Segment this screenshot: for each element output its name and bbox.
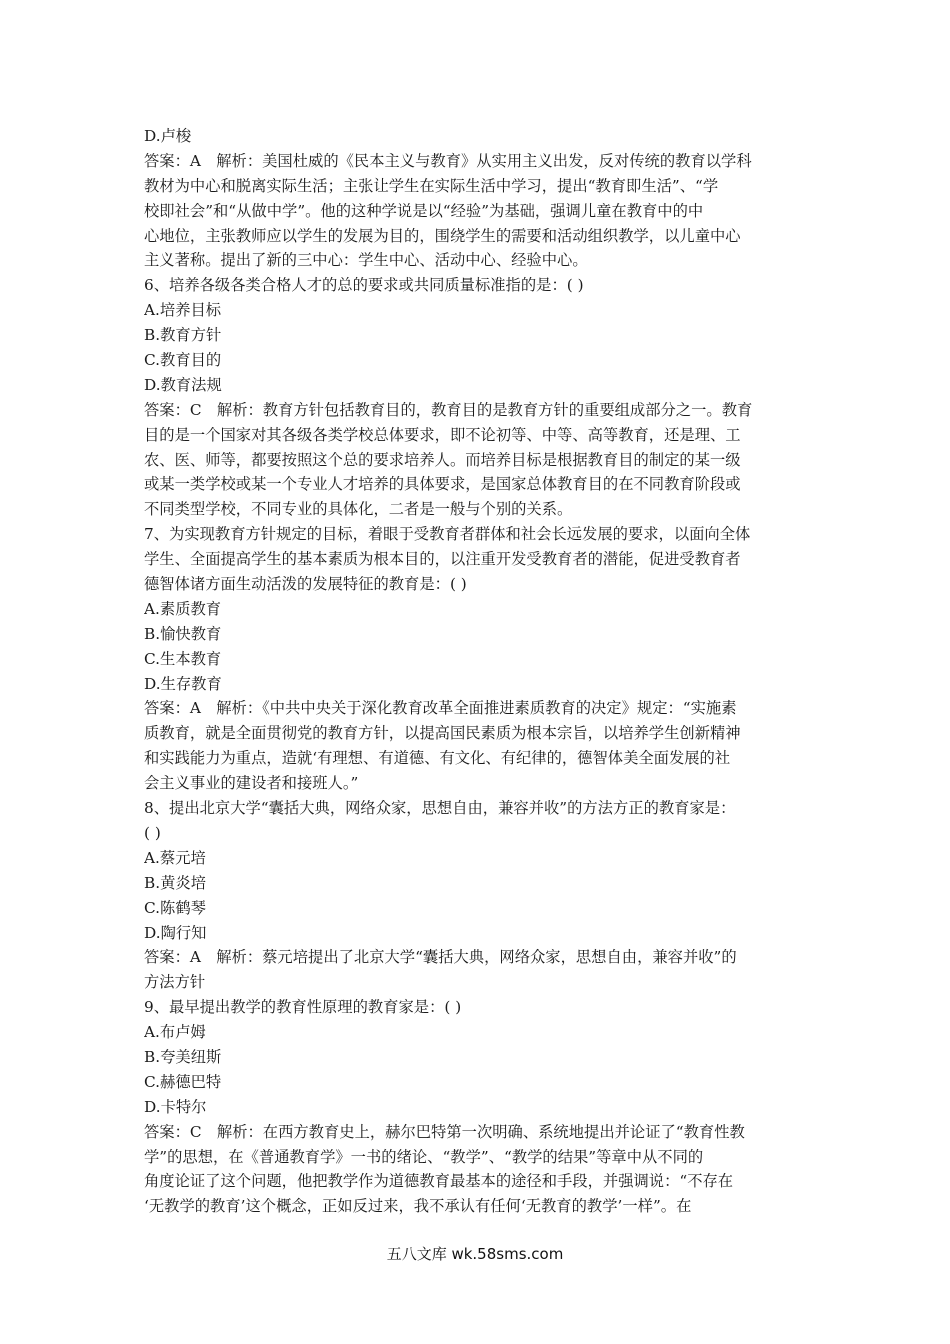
text-line: 教材为中心和脱离实际生活；主张让学生在实际生活中学习，提出“教育即生活”、“学 [144, 176, 719, 195]
text-line: 学”的思想，在《普通教育学》一书的绪论、“教学”、“教学的结果”等章中从不同的 [144, 1147, 704, 1166]
text-line: 答案：A 解析：美国杜威的《民本主义与教育》从实用主义出发，反对传统的教育以学科 [144, 151, 752, 170]
text-line: D.卢梭 [144, 127, 192, 145]
answer-line: 答案：A 解析：蔡元培提出了北京大学“囊括大典，网络众家，思想自由，兼容并收”的 [144, 948, 737, 967]
answer-line: 答案：C 解析：在西方教育史上，赫尔巴特第一次明确、系统地提出并论证了“教育性教 [144, 1122, 745, 1141]
text-line: 目的是一个国家对其各级各类学校总体要求，即不论初等、中等、高等教育，还是理、工 [144, 425, 741, 444]
option-line: D.教育法规 [144, 375, 222, 394]
option-line: A.布卢姆 [144, 1023, 206, 1042]
option-line: B.夸美纽斯 [144, 1047, 222, 1066]
text-line: 校即社会”和“从做中学”。他的这种学说是以“经验”为基础，强调儿童在教育中的中 [144, 201, 704, 220]
question-line: 7、为实现教育方针规定的目标，着眼于受教育者群体和社会长远发展的要求，以面向全体 [144, 525, 751, 544]
text-line: 会主义事业的建设者和接班人。” [144, 774, 359, 793]
option-line: D.生存教育 [144, 674, 222, 693]
question-line: 8、提出北京大学“囊括大典，网络众家，思想自由，兼容并收”的方法方正的教育家是： [144, 799, 736, 818]
answer-line: 答案：C 解析：教育方针包括教育目的，教育目的是教育方针的重要组成部分之一。教育 [144, 400, 753, 419]
text-line: 或某一类学校或某一个专业人才培养的具体要求，是国家总体教育目的在不同教育阶段或 [144, 475, 741, 494]
text-line: 心地位，主张教师应以学生的发展为目的，围绕学生的需要和活动组织教学，以儿童中心 [144, 226, 741, 245]
option-line: C.教育目的 [144, 351, 222, 370]
text-line: 和实践能力为重点，造就‘有理想、有道德、有文化、有纪律的，德智体美全面发展的社 [144, 749, 731, 768]
text-line: 主义著称。提出了新的三中心：学生中心、活动中心、经验中心。 [144, 251, 588, 270]
text-line: 德智体诸方面生动活泼的发展特征的教育是：( ) [144, 575, 467, 594]
option-line: D.陶行知 [144, 923, 207, 942]
option-line: A.蔡元培 [144, 848, 206, 867]
option-line: C.陈鹤琴 [144, 898, 206, 917]
page-footer: 五八文库 wk.58sms.com [386, 1245, 564, 1263]
option-line: D.卡特尔 [144, 1097, 207, 1116]
text-line: 不同类型学校，不同专业的具体化，二者是一般与个别的关系。 [144, 500, 573, 519]
option-line: B.教育方针 [144, 326, 222, 345]
text-line: 农、医、师等，都要按照这个总的要求培养人。而培养目标是根据教育目的制定的某一级 [144, 450, 741, 469]
answer-line: 答案：A 解析：《中共中央关于深化教育改革全面推进素质教育的决定》规定：“实施素 [144, 699, 737, 718]
option-line: A.素质教育 [144, 599, 222, 618]
option-line: C.生本教育 [144, 649, 222, 668]
option-line: B.愉快教育 [144, 624, 222, 643]
text-line: 角度论证了这个问题，他把教学作为道德教育最基本的途径和手段，并强调说：“不存在 [144, 1172, 734, 1191]
text-line: ‘无教学的教育’这个概念，正如反过来，我不承认有任何‘无教育的教学’一样”。在 [144, 1197, 692, 1216]
option-line: B.黄炎培 [144, 873, 206, 892]
text-line: ( ) [144, 823, 161, 842]
text-line: 方法方针 [144, 973, 206, 992]
option-line: C.赫德巴特 [144, 1072, 222, 1091]
text-line: 学生、全面提高学生的基本素质为根本目的，以注重开发受教育者的潜能，促进受教育者 [144, 550, 741, 569]
document-body [144, 124, 808, 1219]
question-line: 6、培养各级各类合格人才的总的要求或共同质量标准指的是：( ) [144, 276, 584, 295]
text-line: 质教育，就是全面贯彻党的教育方针，以提高国民素质为根本宗旨，以培养学生创新精神 [144, 724, 741, 743]
option-line: A.培养目标 [144, 301, 222, 320]
question-line: 9、最早提出教学的教育性原理的教育家是：( ) [144, 998, 462, 1017]
